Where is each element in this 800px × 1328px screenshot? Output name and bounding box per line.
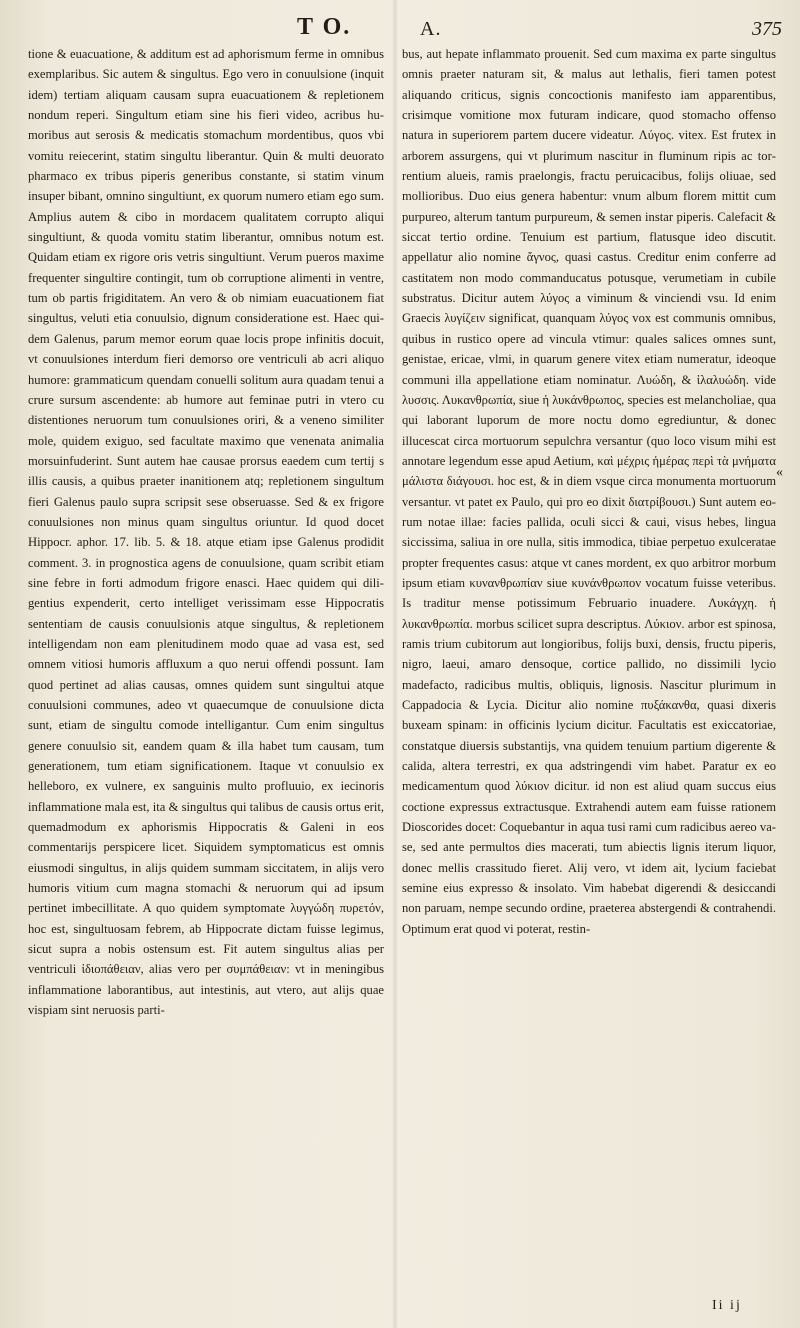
left-column xyxy=(28,44,384,1021)
page-number: 375 xyxy=(752,18,782,40)
margin-mark: « xyxy=(776,465,783,480)
running-head-right: A. xyxy=(420,18,442,40)
signature-mark: Ii ij xyxy=(712,1298,742,1313)
right-column xyxy=(402,44,776,939)
running-head xyxy=(0,14,800,44)
running-head-left: T O. xyxy=(297,14,352,40)
column-gutter xyxy=(392,0,398,1328)
right-column-text: bus, aut hepate inflammato prouenit. Sed cum maxima ex parte singultus omnis praeter naturam sit, & malus aut lethalis, fieri tamen potest aliquando criticus, signis concoctionis manifesto iam apparentibus, crisimque vomitione mox futuram indicare, quod stomacho offenso natura in superiorem partem ducere videatur. Λύγος. vitex. Est frutex in arborem assurgens, qui vt plurimum nascitur in fluminum ripis ac torrentium alueis, ramis praelongis, fractu peruicacibus, folijs oliuae, sed mollioribus. Duo eius genera habentur: vnum album florem mittit cum purpureo, alterum tantum purpureum, & semen instar piperis. Calefacit & siccat tertio ordine. Tenuium est partium, flatusque ideo discutit. appellatur alio nomine ἄγνος, quasi castus. Creditur enim conferre ad castitatem non modo commanducatus potusque, verumetiam in cubile substratus. Dicitur autem λύγος a viminum & vinciendi vsu. Id enim Graecis λυγίζειν significat, quanquam λύγος vox est communis omnibus, quibus in rustico opere ad vincula vtimur: quales salices omnes sunt, genistae, ericae, vlmi, in quarum genere vitex etiam numeratur, ideoque communi illa appellatione etiam nominatur. Λυώδη, & ἰλαλυώδη. vide λυσσις. Λυκανθρωπία, siue ἡ λυκάνθρωπος, species est melancholiae, qua qui laborant luporum de more noctu domo egrediuntur, & donec illucescat circa mortuorum sepulchra versantur (quo loco visum mihi est annotare legendum esse apud Aetium, καὶ μέχρις ἡμέρας περὶ τὰ μνήματα μάλιστα διάγουσι. hoc est, & in diem vsque circa monumenta mortuorum versantur. vt patet ex Paulo, qui pro eo dixit διατρίβουσι.) Sunt autem eorum notae illae: facies pallida, oculi sicci & caui, visus hebes, lingua siccissima, saliua in ore nulla, sitis immodica, tibiae perpetuo exulceratae propter frequentes casus: atque vt canes mordent, ex quo arbitror morbum ipsum etiam κυνανθρωπίαν siue κυνάνθρωπον vocatum fuisse veteribus. Is traditur mense potissimum Februario inuadere. Λυκάγχη. ἡ λυκανθρωπία. morbus scilicet supra descriptus. Λύκιον. arbor est spinosa, ramis trium cubitorum aut longioribus, folijs buxi, densis, fructu piperis, nigro, laeui, amaro densoque, cortice pallido, no dissimili lycio madefacto, radicibus multis, obliquis, lignosis. Nascitur plurimum in Cappadocia & Lycia. Dicitur alio nomine πυξάκανθα, quasi dixeris buxeam spinam: in officinis lycium dicitur. Facultatis est exiccatoriae, constatque diuersis substantijs, vna quidem tenuium partium digerente & calida, altera terrestri, ex qua adstringendi vim habet. Paratur ex eo medicamentum quod λύκιον dicitur. id non est aliud quam succus eius coctione expressus extractusque. Extrahendi autem eam fuisse rationem Dioscorides docet: Coquebantur in aqua tusi rami cum radicibus aereo vase, sed ante permultos dies macerati, tum abiectis lignis iterum liquor, donec mellis crassitudo fieret. Alij vero, vt idem ait, lycium faciebat semine eius expresso & insolato. Vim habebat digerendi & desiccandi non paruam, nempe secundo ordine, praeterea abstergendi & contrahendi. Optimum erat quod vi poterat, restin- xyxy=(402,47,776,936)
left-column-text: tione & euacuatione, & additum est ad aphorismum ferme in omnibus exemplaribus. Sic autem & singultus. Ego vero in conuulsione (inquit idem) tertiam aliquam causam supra euacuationem & repletionem nondum reperi. Singultum etiam sine his fieri video, acribus humoribus aut serosis & medicatis stomachum mordentibus, quos vbi vomitu reiecerint, statim singultu liberantur. Quin & multi deuorato pharmaco ex tribus piperis generibus constante, si statim vinum insuper bibant, omnino singultiunt, ex quorum numero etiam ego sum. Amplius autem & cibo in mordacem qualitatem corrupto aliqui singultiunt, & quoda vomitu statim liberantur, omnibus notum est. Quidam etiam ex rigore oris vetris singultiunt. Verum pueros maxime frequenter singultire contingit, tum ob corruptione alimenti in ventre, tum ob partis frigiditatem. An vero & ob nimiam euacuationem fiat singultus, veluti etia conuulsio, dignum consideratione est. Haec quidem Galenus, parum memor eorum quae locis prope infinitis docuit, vt conuulsiones interdum fieri demorso ore ventriculi ab acri aliquo humore: grammaticum quendam conuelli solitum aura quadam tenui a crure sursum ascendente: ab humore aut feminae putri in vtero cu distentiones neruorum tum conuulsiones oriri, & a veneno similiter mole, quidem exiguo, sed facultate maximo que venenata animalia morsuinfuderint. Sunt autem hae causae prorsus eaedem cum tertij s illis causis, a quibus praeter inanitionem atq; repletionem singultum fieri Galenus paulo supra scripsit sese obseruasse. Sed & ex frigore conuulsiones non minus quam singultus oriuntur. Id quod docet Hippocr. aphor. 17. lib. 5. & 18. atque etiam ipse Galenus prodidit comment. 3. in prognostica agens de conuulsione, quam scribit etiam sine febre in forti admodum frigore enasci. Haec quidem qui diligentius expenderit, certo intelliget verissimam esse Hippocratis sententiam de causis conuulsionis atque singultus, & repletionem intelligendam non eam plenitudinem modo quae ad vasa est, sed omnem vitiosi humoris affluxum a quo nerui offendi possunt. Iam quod pertinet ad alias causas, omnes quidem sunt singultui atque conuulsioni communes, adeo vt quaecumque de conuulsione dicta sunt, etiam de singultu comode intelligantur. Cum enim singultus genere conuulsio sit, eandem quam & illa habet tum causam, tum generationem, tum etiam significationem. Itaque vt conuulsio ex helleboro, ex vulnere, ex sanguinis multo profluuio, ex iecinoris inflammatione mala est, ita & singultus qui talibus de causis ortus erit, quemadmodum ex aphorismis Hippocratis & Galeni in eos commentarijs perspicere licet. Siquidem symptomaticus est omnis eiusmodi singultus, in alijs quidem summam siccitatem, in alijs vero humoris vitium cum magna stomachi & neruorum qui ad ipsum pertinet imbecillitate. A quo quidem symptomate λυγγώδη πυρετόν, hoc est, singultuosam febrem, ab Hippocrate dictam fuisse legimus, sicut supra a nobis ostensum est. Fit autem singultus alias per ventriculi ἰδιοπάθειαν, alias vero per συμπάθειαν: vt in meningibus inflammatione laborantibus, aut intestinis, aut vtero, aut alijs quae vispiam sint neruosis parti- xyxy=(28,47,384,1018)
